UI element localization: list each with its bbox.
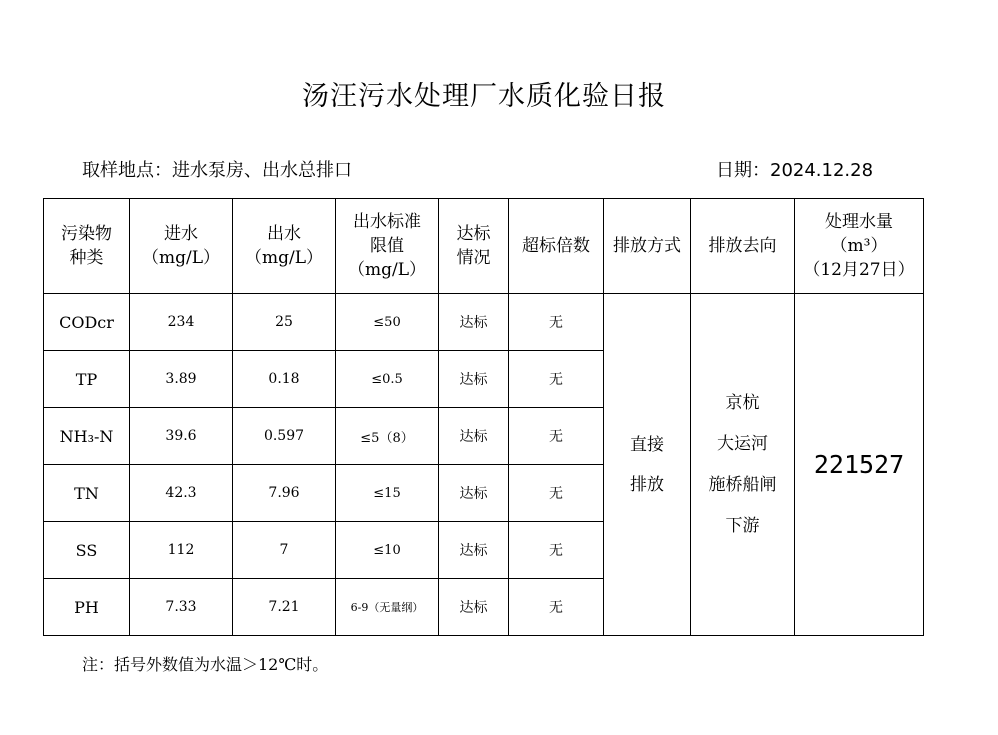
header-destination: 排放去向 bbox=[691, 199, 795, 294]
pollutant-cell: PH bbox=[44, 579, 130, 636]
status-cell: 达标 bbox=[439, 522, 509, 579]
footnote: 注：括号外数值为水温＞12℃时。 bbox=[82, 655, 329, 674]
standard-cell: ≤5（8） bbox=[336, 408, 439, 465]
header-pollutant-line: 污染物 bbox=[61, 224, 112, 244]
outflow-cell: 25 bbox=[233, 294, 336, 351]
discharge-destination-cell bbox=[691, 294, 795, 636]
header-volume-line: （12月27日） bbox=[803, 260, 915, 280]
header-volume-line: （m³） bbox=[830, 236, 888, 256]
discharge-method-line: 直接 bbox=[630, 434, 664, 455]
header-volume-line: 处理水量 bbox=[825, 212, 893, 232]
report-date: 日期：2024.12.28 bbox=[716, 160, 874, 181]
sampling-location: 取样地点：进水泵房、出水总排口 bbox=[82, 160, 352, 181]
outflow-cell: 7 bbox=[233, 522, 336, 579]
status-cell: 达标 bbox=[439, 351, 509, 408]
header-standard bbox=[336, 199, 439, 294]
inflow-cell: 7.33 bbox=[130, 579, 233, 636]
header-standard-line: （mg/L） bbox=[347, 260, 427, 280]
status-cell: 达标 bbox=[439, 408, 509, 465]
standard-cell: ≤0.5 bbox=[336, 351, 439, 408]
inflow-cell: 112 bbox=[130, 522, 233, 579]
outflow-cell: 0.18 bbox=[233, 351, 336, 408]
header-inflow bbox=[130, 199, 233, 294]
header-exceed: 超标倍数 bbox=[509, 199, 604, 294]
outflow-cell: 7.21 bbox=[233, 579, 336, 636]
discharge-destination-line: 施桥船闸 bbox=[708, 474, 777, 495]
outflow-cell: 0.597 bbox=[233, 408, 336, 465]
standard-cell: 6-9（无量纲） bbox=[336, 579, 439, 636]
inflow-cell: 39.6 bbox=[130, 408, 233, 465]
exceed-cell: 无 bbox=[509, 351, 604, 408]
discharge-method-line: 排放 bbox=[630, 474, 664, 495]
exceed-cell: 无 bbox=[509, 522, 604, 579]
pollutant-cell: NH₃-N bbox=[44, 408, 130, 465]
header-method: 排放方式 bbox=[604, 199, 691, 294]
standard-cell: ≤10 bbox=[336, 522, 439, 579]
pollutant-cell: SS bbox=[44, 522, 130, 579]
exceed-cell: 无 bbox=[509, 465, 604, 522]
exceed-cell: 无 bbox=[509, 579, 604, 636]
header-volume bbox=[795, 199, 924, 294]
discharge-destination-line: 京杭 bbox=[725, 392, 760, 413]
pollutant-cell: CODcr bbox=[44, 294, 130, 351]
status-cell: 达标 bbox=[439, 465, 509, 522]
inflow-cell: 3.89 bbox=[130, 351, 233, 408]
pollutant-cell: TN bbox=[44, 465, 130, 522]
status-cell: 达标 bbox=[439, 294, 509, 351]
header-pollutant-line: 种类 bbox=[69, 248, 104, 268]
discharge-method-cell bbox=[604, 294, 691, 636]
outflow-cell: 7.96 bbox=[233, 465, 336, 522]
header-standard-line: 限值 bbox=[370, 236, 404, 256]
standard-cell: ≤15 bbox=[336, 465, 439, 522]
status-cell: 达标 bbox=[439, 579, 509, 636]
header-outflow-line: （mg/L） bbox=[244, 248, 324, 268]
header-standard-line: 出水标准 bbox=[353, 212, 421, 232]
header-status bbox=[439, 199, 509, 294]
inflow-cell: 42.3 bbox=[130, 465, 233, 522]
header-inflow-line: 进水 bbox=[164, 224, 198, 244]
header-inflow-line: （mg/L） bbox=[141, 248, 221, 268]
discharge-destination-line: 下游 bbox=[725, 515, 760, 536]
standard-cell: ≤50 bbox=[336, 294, 439, 351]
table-row bbox=[44, 294, 924, 351]
water-quality-table bbox=[43, 198, 924, 636]
discharge-destination-line: 大运河 bbox=[717, 433, 768, 454]
pollutant-cell: TP bbox=[44, 351, 130, 408]
header-status-line: 达标 bbox=[456, 224, 491, 244]
report-title: 汤汪污水处理厂水质化验日报 bbox=[302, 81, 666, 112]
header-status-line: 情况 bbox=[456, 248, 491, 268]
header-outflow-line: 出水 bbox=[267, 224, 301, 244]
header-outflow bbox=[233, 199, 336, 294]
header-pollutant bbox=[44, 199, 130, 294]
header-row bbox=[44, 199, 924, 294]
exceed-cell: 无 bbox=[509, 294, 604, 351]
treated-volume-cell: 221527 bbox=[795, 294, 924, 636]
inflow-cell: 234 bbox=[130, 294, 233, 351]
exceed-cell: 无 bbox=[509, 408, 604, 465]
